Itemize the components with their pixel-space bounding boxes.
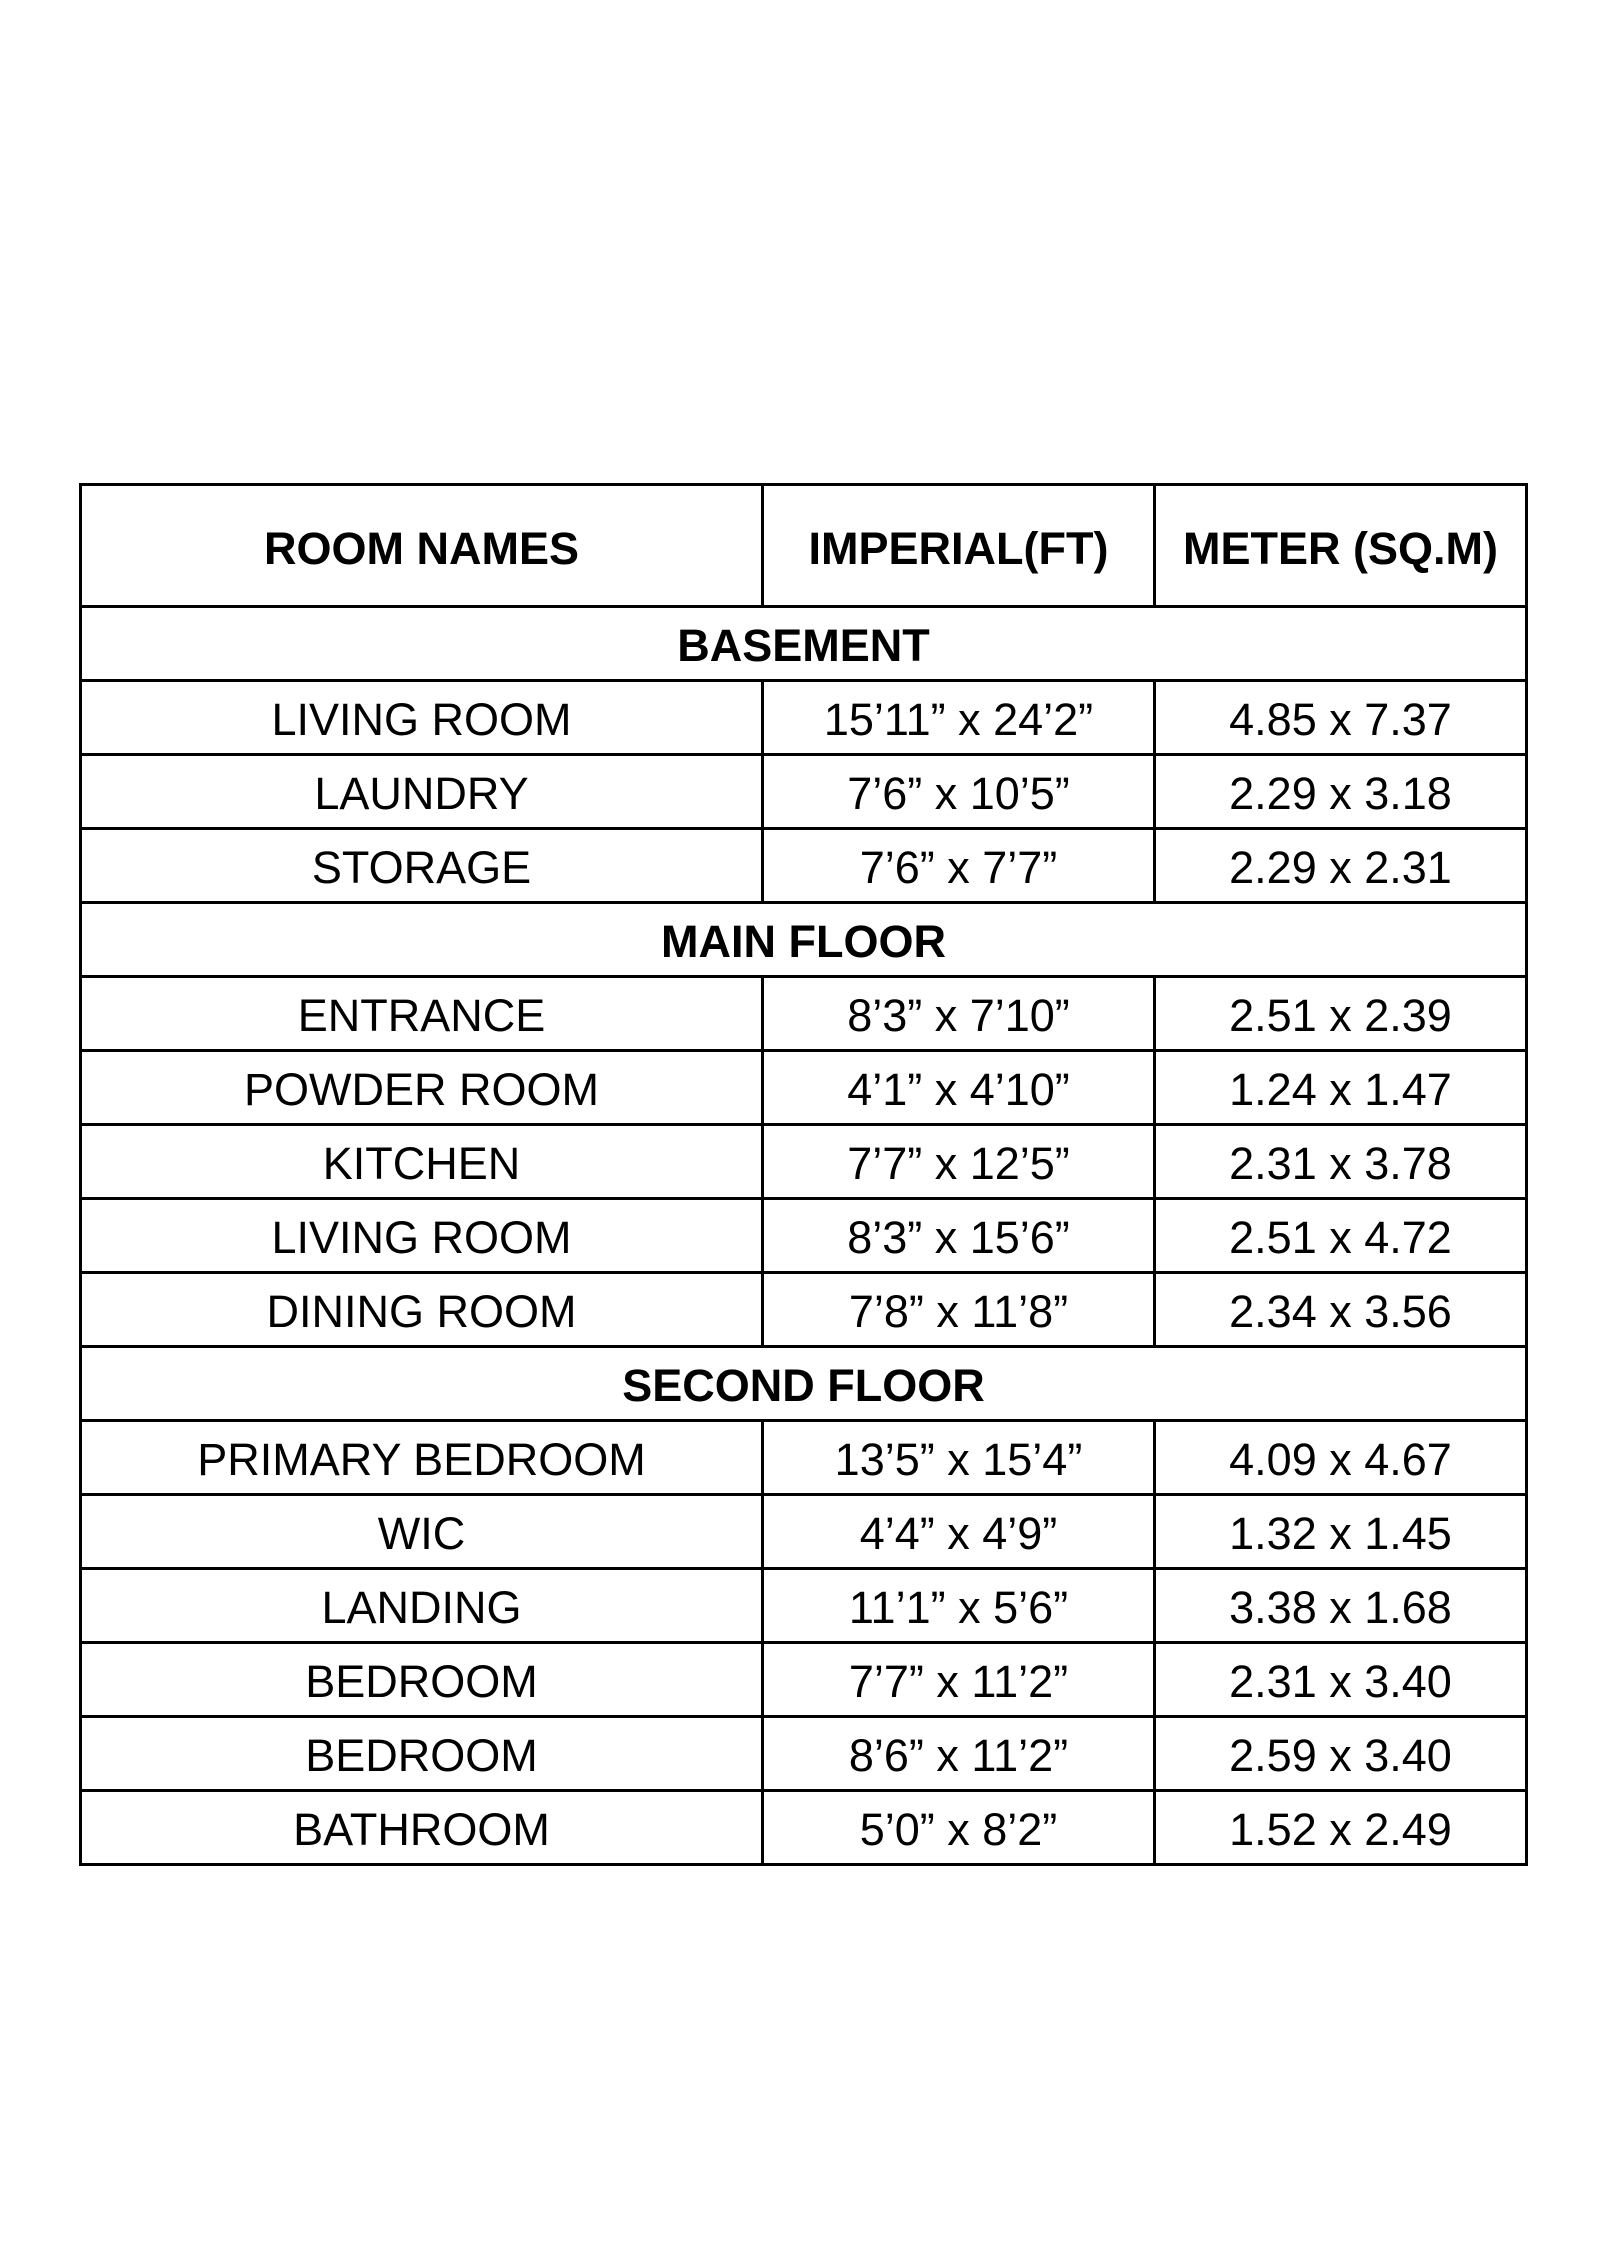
- header-imperial: IMPERIAL(FT): [763, 485, 1155, 607]
- table-row: [81, 1125, 1527, 1199]
- table-row: [81, 1643, 1527, 1717]
- header-meter: METER (SQ.M): [1155, 485, 1527, 607]
- meter-cell: 1.52 x 2.49: [1155, 1791, 1527, 1865]
- imperial-cell: 7’6” x 7’7”: [763, 829, 1155, 903]
- meter-cell: 1.24 x 1.47: [1155, 1051, 1527, 1125]
- table-row: [81, 829, 1527, 903]
- room-name-cell: LIVING ROOM: [81, 1199, 763, 1273]
- meter-cell: 2.29 x 3.18: [1155, 755, 1527, 829]
- table-row: [81, 681, 1527, 755]
- imperial-cell: 8’3” x 15’6”: [763, 1199, 1155, 1273]
- imperial-cell: 4’1” x 4’10”: [763, 1051, 1155, 1125]
- section-title: BASEMENT: [81, 607, 1527, 681]
- room-dimensions-table: [79, 483, 1528, 1866]
- table-row: [81, 1421, 1527, 1495]
- room-name-cell: STORAGE: [81, 829, 763, 903]
- table-header-row: [81, 485, 1527, 607]
- section-title: MAIN FLOOR: [81, 903, 1527, 977]
- room-name-cell: LANDING: [81, 1569, 763, 1643]
- section-row: [81, 607, 1527, 681]
- meter-cell: 3.38 x 1.68: [1155, 1569, 1527, 1643]
- imperial-cell: 7’8” x 11’8”: [763, 1273, 1155, 1347]
- table-row: [81, 1569, 1527, 1643]
- room-name-cell: PRIMARY BEDROOM: [81, 1421, 763, 1495]
- room-name-cell: BEDROOM: [81, 1717, 763, 1791]
- meter-cell: 4.85 x 7.37: [1155, 681, 1527, 755]
- imperial-cell: 8’6” x 11’2”: [763, 1717, 1155, 1791]
- imperial-cell: 13’5” x 15’4”: [763, 1421, 1155, 1495]
- section-title: SECOND FLOOR: [81, 1347, 1527, 1421]
- imperial-cell: 7’6” x 10’5”: [763, 755, 1155, 829]
- table-row: [81, 1199, 1527, 1273]
- header-room-names: ROOM NAMES: [81, 485, 763, 607]
- imperial-cell: 5’0” x 8’2”: [763, 1791, 1155, 1865]
- table-row: [81, 1791, 1527, 1865]
- room-name-cell: POWDER ROOM: [81, 1051, 763, 1125]
- table-row: [81, 1051, 1527, 1125]
- meter-cell: 2.29 x 2.31: [1155, 829, 1527, 903]
- section-row: [81, 1347, 1527, 1421]
- meter-cell: 4.09 x 4.67: [1155, 1421, 1527, 1495]
- room-name-cell: BEDROOM: [81, 1643, 763, 1717]
- room-name-cell: KITCHEN: [81, 1125, 763, 1199]
- room-name-cell: LAUNDRY: [81, 755, 763, 829]
- imperial-cell: 7’7” x 12’5”: [763, 1125, 1155, 1199]
- imperial-cell: 15’11” x 24’2”: [763, 681, 1155, 755]
- meter-cell: 2.59 x 3.40: [1155, 1717, 1527, 1791]
- room-name-cell: LIVING ROOM: [81, 681, 763, 755]
- imperial-cell: 8’3” x 7’10”: [763, 977, 1155, 1051]
- meter-cell: 2.51 x 4.72: [1155, 1199, 1527, 1273]
- table-row: [81, 1273, 1527, 1347]
- meter-cell: 2.34 x 3.56: [1155, 1273, 1527, 1347]
- imperial-cell: 11’1” x 5’6”: [763, 1569, 1155, 1643]
- section-row: [81, 903, 1527, 977]
- meter-cell: 2.31 x 3.78: [1155, 1125, 1527, 1199]
- room-name-cell: BATHROOM: [81, 1791, 763, 1865]
- table-row: [81, 1495, 1527, 1569]
- room-name-cell: ENTRANCE: [81, 977, 763, 1051]
- meter-cell: 2.31 x 3.40: [1155, 1643, 1527, 1717]
- table-body: [81, 607, 1527, 1865]
- table-row: [81, 977, 1527, 1051]
- imperial-cell: 4’4” x 4’9”: [763, 1495, 1155, 1569]
- table-row: [81, 1717, 1527, 1791]
- table-row: [81, 755, 1527, 829]
- room-name-cell: WIC: [81, 1495, 763, 1569]
- meter-cell: 2.51 x 2.39: [1155, 977, 1527, 1051]
- imperial-cell: 7’7” x 11’2”: [763, 1643, 1155, 1717]
- meter-cell: 1.32 x 1.45: [1155, 1495, 1527, 1569]
- room-name-cell: DINING ROOM: [81, 1273, 763, 1347]
